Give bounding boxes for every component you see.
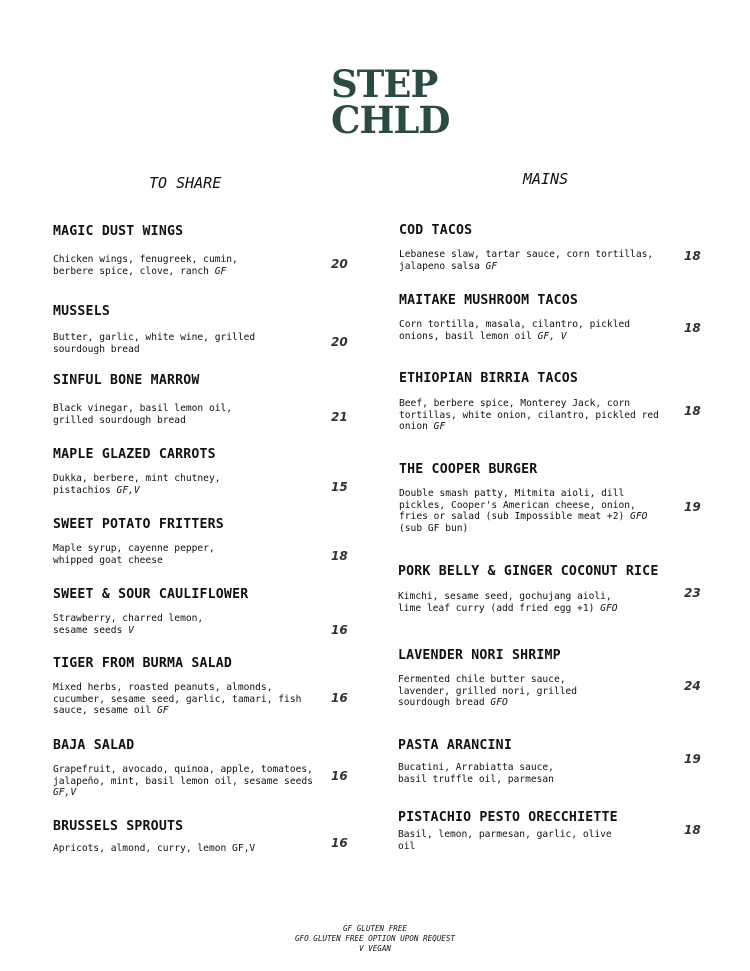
menu-item-tiger-from-burma-salad <box>53 656 323 717</box>
item-name: TIGER FROM BURMA SALAD <box>53 656 233 671</box>
item-name: BAJA SALAD <box>53 738 135 753</box>
item-price: 18 <box>684 404 701 418</box>
menu-item-pork-belly-ginger-coconut-rice <box>398 564 678 614</box>
item-price: 20 <box>331 335 348 349</box>
item-name: MAITAKE MUSHROOM TACOS <box>399 293 579 308</box>
item-description: Kimchi, sesame seed, gochujang aioli, lime leaf curry (add fried egg +1) GFO <box>398 591 618 614</box>
menu-item-brussels-sprouts <box>53 819 323 855</box>
menu-item-pasta-arancini <box>398 738 668 785</box>
item-name: MAGIC DUST WINGS <box>53 224 184 239</box>
item-description: Double smash patty, Mitmita aioli, dill pickles, Cooper's American cheese, onion, fries or salad (sub Impossible meat +2) GFO (sub GF bun) <box>399 488 648 534</box>
item-description: Chicken wings, fenugreek, cumin, berbere spice, clove, ranch GF <box>53 254 238 277</box>
item-price: 15 <box>331 480 348 494</box>
item-description: Beef, berbere spice, Monterey Jack, corn tortillas, white onion, cilantro, pickled red onion GF <box>399 398 659 432</box>
item-name: PORK BELLY & GINGER COCONUT RICE <box>398 564 659 579</box>
item-description: Dukka, berbere, mint chutney, pistachios GF,V <box>53 473 221 496</box>
item-price: 18 <box>684 249 701 263</box>
item-price: 20 <box>331 257 348 271</box>
item-name: ETHIOPIAN BIRRIA TACOS <box>399 371 579 386</box>
item-name: MAPLE GLAZED CARROTS <box>53 447 216 462</box>
legend-gf: GF GLUTEN FREE <box>342 924 407 933</box>
item-description: Strawberry, charred lemon, sesame seeds V <box>53 613 204 636</box>
item-name: COD TACOS <box>399 223 473 238</box>
brand-logo <box>331 62 450 142</box>
item-description: Mixed herbs, roasted peanuts, almonds, cucumber, sesame seed, garlic, tamari, fish sauce, sesame oil GF <box>53 682 302 716</box>
section-heading-mains: MAINS <box>523 170 569 188</box>
item-description: Basil, lemon, parmesan, garlic, olive oil <box>398 829 612 852</box>
item-name: LAVENDER NORI SHRIMP <box>398 648 561 663</box>
item-price: 18 <box>331 549 348 563</box>
item-price: 18 <box>684 321 701 335</box>
menu-item-sweet-potato-fritters <box>53 517 323 566</box>
item-description: Butter, garlic, white wine, grilled sourdough bread <box>53 332 256 355</box>
menu-item-sweet-sour-cauliflower <box>53 587 323 636</box>
menu-item-cod-tacos <box>399 223 669 272</box>
item-price: 16 <box>331 691 348 705</box>
item-description: Fermented chile butter sauce, lavender, grilled nori, grilled sourdough bread GFO <box>398 674 578 708</box>
menu-item-lavender-nori-shrimp <box>398 648 668 709</box>
item-price: 24 <box>684 679 701 693</box>
menu-item-baja-salad <box>53 738 323 799</box>
item-price: 19 <box>684 500 701 514</box>
legend-v: V VEGAN <box>358 944 391 953</box>
brand-logo-line2: CHLD <box>331 98 450 142</box>
item-description: Corn tortilla, masala, cilantro, pickled onions, basil lemon oil GF, V <box>399 319 631 342</box>
item-description: Lebanese slaw, tartar sauce, corn tortillas, jalapeno salsa GF <box>399 249 654 272</box>
item-price: 18 <box>684 823 701 837</box>
menu-item-sinful-bone-marrow <box>53 373 323 426</box>
item-price: 16 <box>331 836 348 850</box>
brand-logo-line1: STEP <box>331 62 438 106</box>
item-name: SWEET & SOUR CAULIFLOWER <box>53 587 249 602</box>
menu-item-maple-glazed-carrots <box>53 447 323 496</box>
item-price: 21 <box>331 410 348 424</box>
section-heading-to-share: TO SHARE <box>149 174 222 192</box>
item-price: 16 <box>331 769 348 783</box>
item-description: Apricots, almond, curry, lemon GF,V <box>53 843 256 854</box>
item-description: Black vinegar, basil lemon oil, grilled sourdough bread <box>53 403 233 426</box>
menu-item-ethiopian-birria-tacos <box>399 371 669 433</box>
item-name: PASTA ARANCINI <box>398 738 512 753</box>
menu-item-mussels <box>53 304 323 355</box>
item-name: PISTACHIO PESTO ORECCHIETTE <box>398 810 618 825</box>
item-price: 19 <box>684 752 701 766</box>
item-description: Grapefruit, avocado, quinoa, apple, tomatoes, jalapeño, mint, basil lemon oil, sesame seeds GF,V <box>53 764 313 798</box>
item-name: BRUSSELS SPROUTS <box>53 819 184 834</box>
dietary-legend <box>0 924 750 954</box>
item-description: Bucatini, Arrabiatta sauce, basil truffle oil, parmesan <box>398 762 554 785</box>
item-description: Maple syrup, cayenne pepper, whipped goat cheese <box>53 543 215 566</box>
item-name: SWEET POTATO FRITTERS <box>53 517 224 532</box>
item-name: SINFUL BONE MARROW <box>53 373 200 388</box>
menu-item-maitake-mushroom-tacos <box>399 293 669 342</box>
item-price: 23 <box>684 586 701 600</box>
legend-gfo: GFO GLUTEN FREE OPTION UPON REQUEST <box>294 934 455 943</box>
item-name: THE COOPER BURGER <box>399 462 538 477</box>
menu-item-magic-dust-wings <box>53 224 323 277</box>
menu-item-the-cooper-burger <box>399 462 669 534</box>
item-name: MUSSELS <box>53 304 110 319</box>
item-price: 16 <box>331 623 348 637</box>
menu-item-pistachio-pesto-orecchiette <box>398 810 678 852</box>
